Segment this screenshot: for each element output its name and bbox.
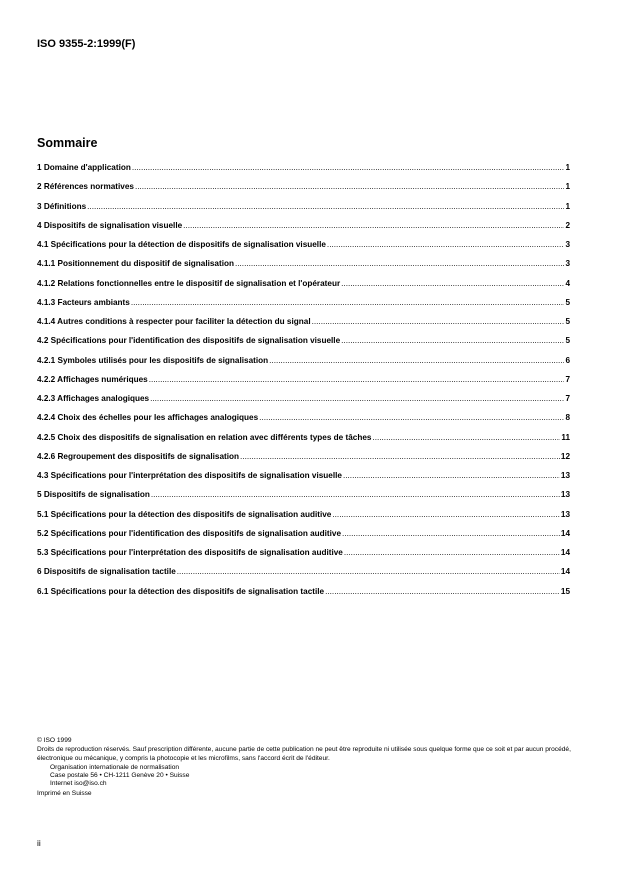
toc-entry-page: 7 bbox=[565, 374, 570, 384]
toc-entry-page: 7 bbox=[565, 394, 570, 403]
toc-entry-page: 2 bbox=[565, 220, 570, 230]
toc-leader-dots bbox=[131, 298, 565, 307]
toc-entry[interactable] bbox=[37, 356, 570, 375]
publisher-internet: Internet iso@iso.ch bbox=[50, 780, 107, 788]
toc-leader-dots bbox=[240, 452, 560, 461]
toc-entry-text: 4.2.3 Affichages analogiques bbox=[37, 394, 150, 403]
toc-leader-dots bbox=[183, 221, 564, 230]
publisher-org: Organisation internationale de normalisation bbox=[50, 763, 180, 771]
toc-entry-text: 4.1.3 Facteurs ambiants bbox=[37, 297, 130, 307]
toc-entry[interactable] bbox=[37, 298, 570, 317]
toc-entry-page: 12 bbox=[560, 451, 570, 461]
toc-entry-text: 6 Dispositifs de signalisation tactile bbox=[37, 567, 176, 577]
toc-entry-text: 4.2.1 Symboles utilisés pour les dispositifs de signalisation bbox=[37, 355, 269, 365]
printed-in: Imprimé en Suisse bbox=[37, 789, 92, 797]
toc-entry-page: 14 bbox=[560, 567, 570, 577]
toc-entry-page: 6 bbox=[565, 355, 570, 365]
toc-leader-dots bbox=[332, 510, 560, 519]
toc-entry-page: 5 bbox=[565, 336, 570, 346]
toc-entry[interactable] bbox=[37, 182, 570, 201]
toc-entry-text: 4.1.1 Positionnement du dispositif de signalisation bbox=[37, 259, 234, 269]
toc-entry-page: 13 bbox=[560, 509, 570, 519]
toc-entry-text: 4 Dispositifs de signalisation visuelle bbox=[37, 220, 183, 230]
toc-entry-page: 3 bbox=[565, 240, 570, 249]
toc-entry[interactable] bbox=[37, 259, 570, 278]
toc-entry-page: 11 bbox=[561, 432, 570, 442]
toc-entry[interactable] bbox=[37, 317, 570, 336]
toc-entry-text: 2 Références normatives bbox=[37, 182, 134, 192]
toc-leader-dots bbox=[151, 490, 560, 499]
toc-leader-dots bbox=[177, 567, 560, 576]
toc-leader-dots bbox=[259, 413, 564, 422]
toc-leader-dots bbox=[150, 394, 564, 403]
toc-leader-dots bbox=[342, 529, 560, 538]
toc-entry-text: 4.1.2 Relations fonctionnelles entre le dispositif de signalisation et l'opérateur bbox=[37, 278, 341, 288]
toc-entry[interactable] bbox=[37, 413, 570, 432]
toc-entry-text: 4.2 Spécifications pour l'identification des dispositifs de signalisation visuelle bbox=[37, 336, 341, 346]
toc-leader-dots bbox=[235, 259, 564, 268]
toc-leader-dots bbox=[344, 548, 560, 557]
toc-entry[interactable] bbox=[37, 221, 570, 240]
copyright-notice: © ISO 1999 bbox=[37, 737, 72, 744]
toc-entry-text: 1 Domaine d'application bbox=[37, 163, 131, 172]
toc-entry-page: 5 bbox=[565, 317, 570, 326]
toc-entry-text: 5 Dispositifs de signalisation bbox=[37, 490, 150, 500]
toc-entry-page: 15 bbox=[560, 586, 570, 596]
toc-entry-text: 4.3 Spécifications pour l'interprétation des dispositifs de signalisation visuelle bbox=[37, 471, 342, 480]
toc-entry-text: 4.2.6 Regroupement des dispositifs de signalisation bbox=[37, 451, 240, 461]
toc-leader-dots bbox=[327, 240, 565, 249]
toc-leader-dots bbox=[269, 356, 564, 365]
toc-entry[interactable] bbox=[37, 240, 570, 259]
toc-entry-text: 5.2 Spécifications pour l'identification des dispositifs de signalisation auditive bbox=[37, 528, 342, 538]
toc-leader-dots bbox=[135, 182, 565, 191]
toc-entry[interactable] bbox=[37, 394, 570, 413]
toc-title: Sommaire bbox=[37, 136, 98, 150]
toc-entry[interactable] bbox=[37, 433, 570, 452]
toc-entry-text: 3 Définitions bbox=[37, 201, 87, 211]
toc-entry[interactable] bbox=[37, 336, 570, 355]
toc-leader-dots bbox=[341, 336, 564, 345]
toc-entry[interactable] bbox=[37, 279, 570, 298]
toc-entry-text: 6.1 Spécifications pour la détection des dispositifs de signalisation tactile bbox=[37, 586, 325, 596]
toc-entry-text: 4.2.5 Choix des dispositifs de signalisation en relation avec différents types de tâches bbox=[37, 432, 372, 442]
toc-entry[interactable] bbox=[37, 548, 570, 567]
publisher-address: Case postale 56 • CH-1211 Genève 20 • Suisse bbox=[50, 772, 190, 780]
toc-entry-text: 4.2.2 Affichages numériques bbox=[37, 374, 148, 384]
page-number: ii bbox=[37, 838, 41, 848]
toc-entry-page: 4 bbox=[565, 278, 570, 288]
toc-leader-dots bbox=[325, 587, 560, 596]
toc-entry-text: 4.2.4 Choix des échelles pour les affichages analogiques bbox=[37, 413, 259, 423]
toc-entry-page: 3 bbox=[565, 259, 570, 269]
toc-entry-page: 8 bbox=[565, 413, 570, 423]
toc-entry-text: 5.1 Spécifications pour la détection des dispositifs de signalisation auditive bbox=[37, 509, 332, 519]
toc-entry[interactable] bbox=[37, 587, 570, 606]
toc-entry-page: 14 bbox=[560, 528, 570, 538]
toc-leader-dots bbox=[341, 279, 564, 288]
toc-entry[interactable] bbox=[37, 471, 570, 490]
toc-entry-page: 1 bbox=[565, 182, 570, 192]
toc-entry[interactable] bbox=[37, 529, 570, 548]
toc-entry-page: 13 bbox=[560, 471, 570, 480]
toc-list bbox=[37, 163, 570, 606]
toc-entry-page: 14 bbox=[560, 548, 570, 557]
toc-entry[interactable] bbox=[37, 510, 570, 529]
toc-entry-page: 5 bbox=[565, 297, 570, 307]
toc-leader-dots bbox=[132, 163, 565, 172]
toc-entry[interactable] bbox=[37, 163, 570, 182]
toc-leader-dots bbox=[372, 433, 560, 442]
toc-entry-page: 1 bbox=[565, 163, 570, 172]
toc-entry[interactable] bbox=[37, 567, 570, 586]
toc-leader-dots bbox=[149, 375, 565, 384]
toc-leader-dots bbox=[343, 471, 560, 480]
toc-leader-dots bbox=[87, 202, 564, 211]
toc-entry-text: 5.3 Spécifications pour l'interprétation des dispositifs de signalisation auditive bbox=[37, 548, 343, 557]
toc-entry[interactable] bbox=[37, 452, 570, 471]
toc-entry-page: 1 bbox=[565, 201, 570, 211]
toc-entry[interactable] bbox=[37, 490, 570, 509]
toc-entry-page: 13 bbox=[560, 490, 570, 500]
toc-entry[interactable] bbox=[37, 202, 570, 221]
toc-entry-text: 4.1.4 Autres conditions à respecter pour faciliter la détection du signal bbox=[37, 317, 311, 326]
copyright-block bbox=[37, 737, 582, 798]
copyright-rights: Droits de reproduction réservés. Sauf prescription différente, aucune partie de cette publication ne peut être reproduite ni utilisée sous quelque forme que ce soit et par aucun procédé, électronique ou mécanique, y compris la photocopie et les microfilms, sans l'accord écrit de l'éditeur. bbox=[37, 746, 571, 762]
toc-entry[interactable] bbox=[37, 375, 570, 394]
toc-leader-dots bbox=[312, 317, 565, 326]
document-header: ISO 9355-2:1999(F) bbox=[37, 38, 136, 50]
toc-entry-text: 4.1 Spécifications pour la détection de dispositifs de signalisation visuelle bbox=[37, 240, 326, 249]
